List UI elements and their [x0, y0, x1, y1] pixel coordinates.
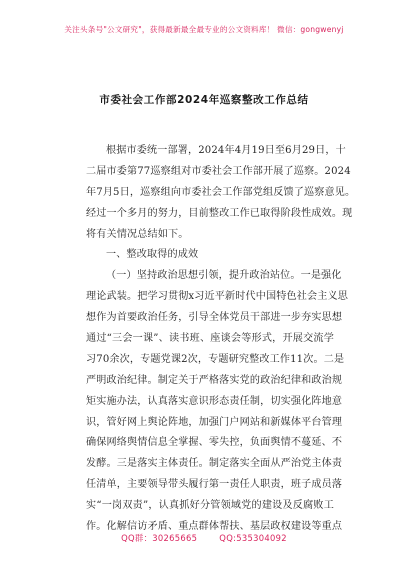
footer-contact: [0, 532, 408, 544]
body-line: 年7月5日，巡察组向市委社会工作部党组反馈了巡察意见。: [86, 186, 356, 198]
body-line: 经过一个多月的努力，目前整改工作已取得阶段性成效。现: [86, 207, 353, 219]
section-heading: 一、整改取得的成效: [106, 249, 199, 261]
document-title: 市委社会工作部2024年巡察整改工作总结: [99, 94, 309, 106]
body-line: 习70余次，专题党课2次，专题研究整改工作11次。二是: [86, 353, 345, 365]
body-line: 发酵。三是落实主体责任。制定落实全面从严治党主体责: [86, 458, 343, 470]
footer-qq-number: QQ:535304092: [219, 533, 287, 543]
body-line: 想作为首要政治任务，引导全体党员干部进一步夯实思想: [86, 312, 343, 324]
body-line: 识，管好网上舆论阵地，加强门户网站和新媒体平台管理: [86, 416, 343, 428]
body-line: 矩实施办法，认真落实意识形态责任制，切实强化阵地意: [86, 395, 343, 407]
body-line: 通过“三会一课”、读书班、座谈会等形式，开展交流学: [86, 333, 334, 345]
body-line: 任清单，主要领导带头履行第一责任人职责，班子成员落: [86, 479, 343, 491]
body-line: 作。化解信访矛盾、重点群体帮扶、基层政权建设等重点: [86, 521, 343, 533]
body-line: 将有关情况总结如下。: [86, 228, 189, 240]
body-line: （一）坚持政治思想引领，提升政治站位。一是强化: [106, 270, 342, 282]
body-line: 严明政治纪律。制定关于严格落实党的政治纪律和政治规: [86, 374, 343, 386]
body-line: 二届市委第77巡察组对市委社会工作部开展了巡察。2024: [86, 165, 351, 177]
header-promo-note: 关注头条号"公文研究"，获得最新最全最专业的公文资料库！ 微信：gongwenyj: [64, 25, 344, 34]
body-line: 确保网络舆情信息全掌握、零失控，负面舆情不蔓延、不: [86, 437, 343, 449]
body-line: 理论武装。把学习贯彻x习近平新时代中国特色社会主义思: [86, 291, 348, 303]
body-line: 实“一岗双责”，认真抓好分管领域党的建设及反腐败工: [86, 500, 334, 512]
document-body: [86, 141, 356, 538]
footer-qq-group: QQ群：30265665: [121, 533, 198, 543]
body-line: 根据市委统一部署，2024年4月19日至6月29日，十: [106, 145, 346, 156]
